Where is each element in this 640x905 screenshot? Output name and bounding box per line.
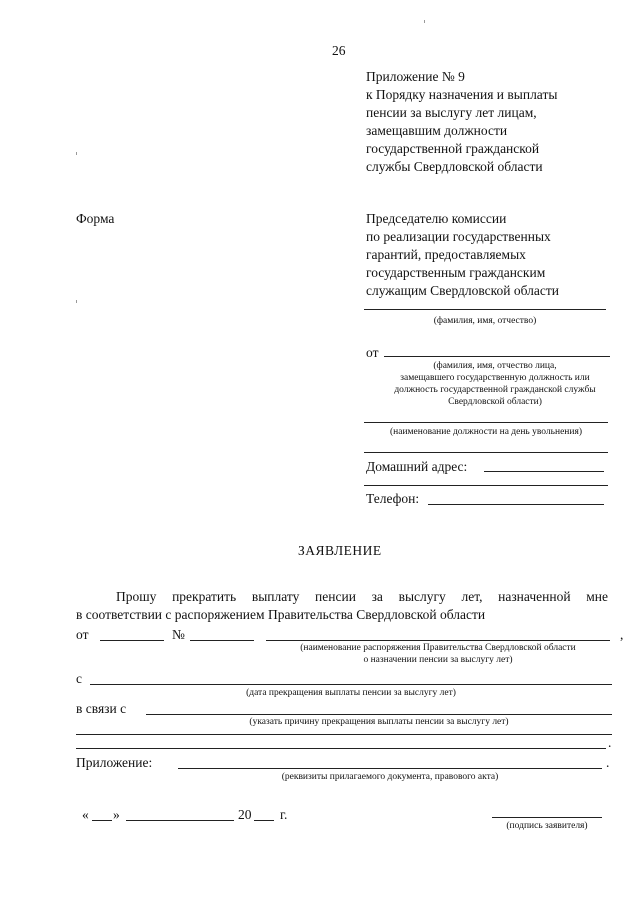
extra-line[interactable]: [364, 452, 608, 453]
form-label: Форма: [76, 211, 115, 226]
addressee-line: по реализации государственных: [366, 229, 551, 244]
signature-caption: (подпись заявителя): [506, 821, 588, 831]
from-line[interactable]: [384, 356, 610, 357]
order-from-label: от: [76, 627, 89, 642]
addressee-line: гарантий, предоставляемых: [366, 247, 526, 262]
order-caption-line: о назначении пенсии за выслугу лет): [363, 655, 513, 665]
since-label: с: [76, 671, 82, 686]
document-title: ЗАЯВЛЕНИЕ: [298, 543, 382, 558]
home-address-line-2[interactable]: [364, 485, 608, 486]
scan-mark: [76, 152, 77, 155]
appendix-line: к Порядку назначения и выплаты: [366, 87, 558, 102]
due-line-3[interactable]: [76, 748, 606, 749]
date-year-line[interactable]: [254, 820, 274, 821]
due-line-2[interactable]: [76, 734, 612, 735]
attachment-label: Приложение:: [76, 755, 153, 770]
signature-line[interactable]: [492, 817, 602, 818]
date-close-quote: »: [113, 807, 120, 822]
paragraph-line: в соответствии с распоряжением Правительства Свердловской области: [76, 607, 486, 622]
from-label: от: [366, 345, 379, 360]
addressee-line: служащим Свердловской области: [366, 283, 560, 298]
fio-line[interactable]: [364, 309, 606, 310]
order-name-line[interactable]: [266, 640, 610, 641]
date-day-line[interactable]: [92, 820, 112, 821]
due-label: в связи с: [76, 701, 127, 716]
position-caption: (наименование должности на день увольнения): [390, 427, 582, 437]
paragraph-line: Прошу прекратить выплату пенсии за выслугу лет, назначенной мне: [116, 589, 608, 604]
attachment-caption: (реквизиты прилагаемого документа, правового акта): [281, 772, 499, 782]
from-caption-line: Свердловской области): [448, 397, 542, 407]
from-caption-line: (фамилия, имя, отчество лица,: [433, 361, 557, 371]
period: .: [608, 735, 612, 750]
from-caption-line: должность государственной гражданской службы: [394, 385, 596, 395]
appendix-line: службы Свердловской области: [366, 159, 543, 174]
date-month-line[interactable]: [126, 820, 234, 821]
order-number-line[interactable]: [190, 640, 254, 641]
position-line[interactable]: [364, 422, 608, 423]
addressee-line: Председателю комиссии: [366, 211, 507, 226]
scan-mark: [424, 20, 425, 23]
period: .: [606, 755, 610, 770]
since-caption: (дата прекращения выплаты пенсии за выслугу лет): [246, 688, 456, 698]
addressee-line: государственным гражданским: [366, 265, 546, 280]
scan-mark: [76, 300, 77, 303]
order-caption-line: (наименование распоряжения Правительства Свердловской области: [300, 643, 576, 653]
appendix-line: Приложение № 9: [366, 69, 465, 84]
order-date-line[interactable]: [100, 640, 164, 641]
home-address-label: Домашний адрес:: [366, 459, 468, 474]
from-caption-line: замещавшего государственную должность или: [400, 373, 590, 383]
appendix-line: пенсии за выслугу лет лицам,: [366, 105, 537, 120]
fio-caption: (фамилия, имя, отчество): [433, 316, 537, 326]
due-line[interactable]: [146, 714, 612, 715]
comma: ,: [620, 627, 624, 642]
appendix-line: замещавшим должности: [366, 123, 508, 138]
home-address-line[interactable]: [484, 471, 604, 472]
order-number-label: №: [172, 627, 185, 642]
due-caption: (указать причину прекращения выплаты пенсии за выслугу лет): [249, 717, 509, 727]
phone-line[interactable]: [428, 504, 604, 505]
appendix-line: государственной гражданской: [366, 141, 540, 156]
attachment-line[interactable]: [178, 768, 602, 769]
date-year-prefix: 20: [238, 807, 252, 822]
phone-label: Телефон:: [366, 491, 420, 506]
date-open-quote: «: [82, 807, 89, 822]
since-line[interactable]: [90, 684, 612, 685]
date-year-suffix: г.: [280, 807, 288, 822]
page-number: 26: [332, 43, 346, 58]
